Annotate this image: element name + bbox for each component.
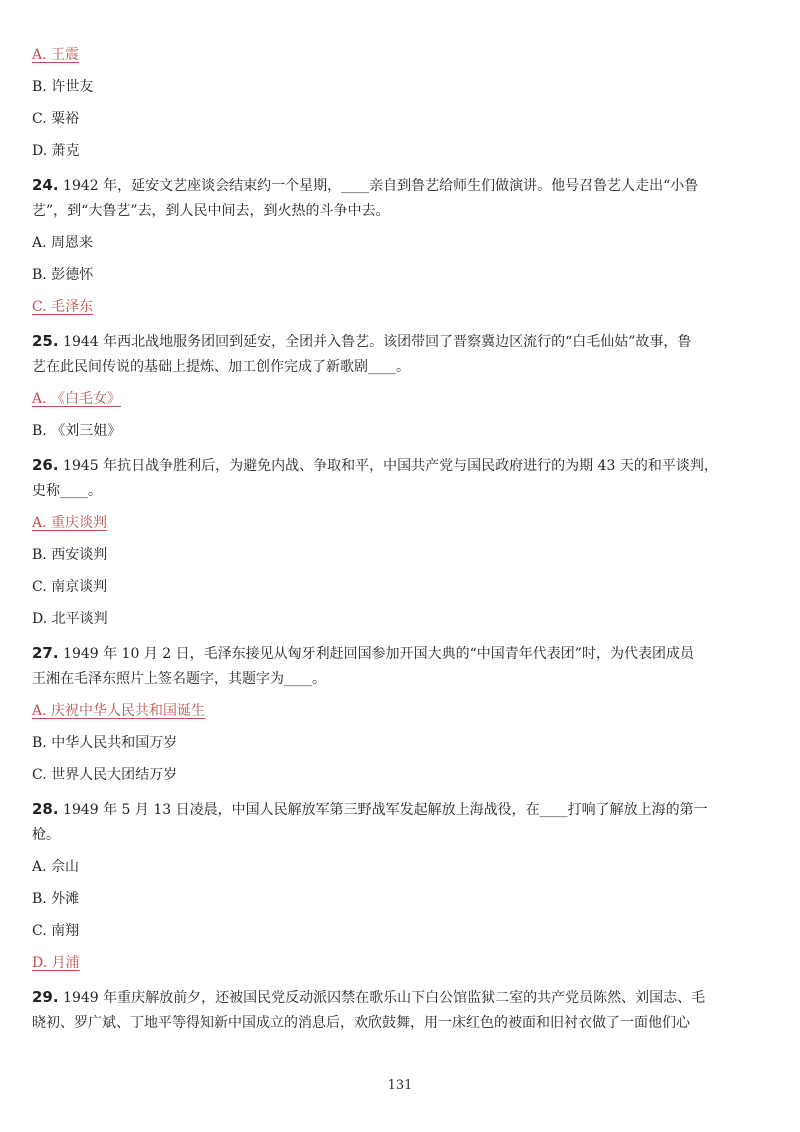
correct-answer-option: A. 重庆谈判 (32, 515, 108, 531)
question-text: 1949 年 10 月 2 日，毛泽东接见从匈牙利赶回国参加开国大典的“中国青年代表团”时，为代表团成员 (63, 646, 694, 662)
question-text: 晓初、罗广斌、丁地平等得知新中国成立的消息后，欢欣鼓舞，用一床红色的被面和旧衬衣做了一面他们心 (32, 1015, 690, 1031)
page-number: 131 (387, 1078, 413, 1093)
question-text-line (32, 796, 772, 822)
answer-option: A. 佘山 (32, 859, 80, 875)
answer-option: C. 世界人民大团结万岁 (32, 767, 178, 783)
answer-option: B. 许世友 (32, 79, 94, 95)
question-text: 艺在此民间传说的基础上提炼、加工创作完成了新歌剧____。 (32, 359, 410, 375)
answer-option: C. 南京谈判 (32, 579, 108, 595)
question-text: 1949 年重庆解放前夕，还被国民党反动派囚禁在歌乐山下白公馆监狱二室的共产党员陈然、刘国志、毛 (63, 990, 706, 1006)
answer-option: D. 北平谈判 (32, 611, 108, 627)
question-item (32, 640, 772, 692)
question-text: 1944 年西北战地服务团回到延安，全团并入鲁艺。该团带回了晋察冀边区流行的“白毛仙姑”故事，鲁 (63, 334, 692, 350)
question-text: 史称____。 (32, 483, 102, 499)
correct-answer-option: D. 月浦 (32, 955, 80, 971)
answer-option: A. 周恩来 (32, 235, 94, 251)
correct-answer-option: A. 《白毛女》 (32, 391, 122, 407)
question-text-line (32, 984, 772, 1010)
question-list (32, 44, 772, 1044)
question-text-line (32, 640, 772, 666)
question-number: 29. (32, 988, 59, 1006)
question-text: 艺”，到“大鲁艺”去，到人民中间去，到火热的斗争中去。 (32, 203, 390, 219)
question-text-line (32, 328, 772, 354)
question-item (32, 984, 772, 1036)
question-text-line (32, 172, 772, 198)
question-item (32, 172, 772, 224)
question-text: 枪。 (32, 827, 60, 843)
question-text-line (32, 452, 772, 478)
answer-option: C. 南翔 (32, 923, 80, 939)
question-text-line (32, 666, 772, 692)
question-text-line (32, 822, 772, 848)
answer-option: B. 外滩 (32, 891, 80, 907)
question-text-line (32, 1010, 772, 1036)
question-number: 24. (32, 176, 59, 194)
answer-option: B. 彭德怀 (32, 267, 94, 283)
question-text: 1942 年，延安文艺座谈会结束约一个星期，____亲自到鲁艺给师生们做演讲。他号召鲁艺人走出“小鲁 (63, 178, 699, 194)
correct-answer-option: C. 毛泽东 (32, 299, 94, 315)
question-text: 1945 年抗日战争胜利后，为避免内战、争取和平，中国共产党与国民政府进行的为期 43 天的和平谈判， (63, 458, 718, 474)
question-text-line (32, 478, 772, 504)
answer-option: B. 《刘三姐》 (32, 423, 122, 439)
question-item (32, 796, 772, 848)
correct-answer-option: A. 王震 (32, 47, 80, 63)
answer-option: B. 西安谈判 (32, 547, 108, 563)
answer-option: C. 粟裕 (32, 111, 80, 127)
question-text-line (32, 354, 772, 380)
correct-answer-option: A. 庆祝中华人民共和国诞生 (32, 703, 206, 719)
question-number: 25. (32, 332, 59, 350)
answer-option: B. 中华人民共和国万岁 (32, 735, 178, 751)
question-number: 28. (32, 800, 59, 818)
question-text: 1949 年 5 月 13 日凌晨，中国人民解放军第三野战军发起解放上海战役，在____打响了解放上海的第一 (63, 802, 708, 818)
question-text: 王湘在毛泽东照片上签名题字，其题字为____。 (32, 671, 326, 687)
question-number: 27. (32, 644, 59, 662)
answer-option: D. 萧克 (32, 143, 80, 159)
question-number: 26. (32, 456, 59, 474)
question-item (32, 452, 772, 504)
question-text-line (32, 198, 772, 224)
question-item (32, 328, 772, 380)
